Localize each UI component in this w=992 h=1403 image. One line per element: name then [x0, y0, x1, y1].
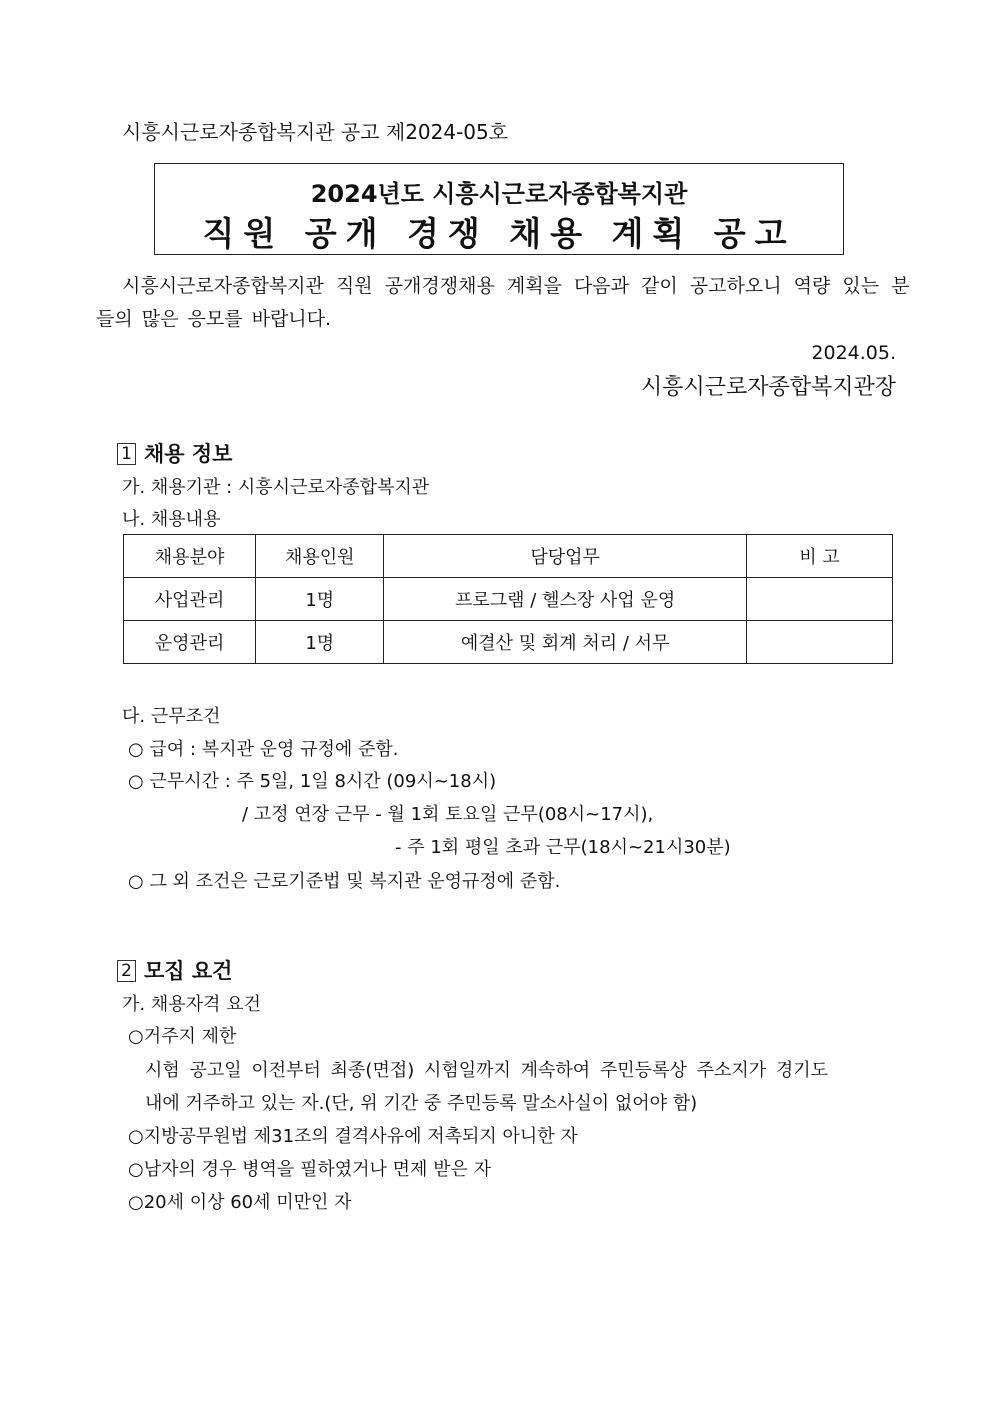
table-row: [124, 578, 893, 621]
table-cell: 1명: [256, 621, 384, 664]
notice-date: 2024.05.: [811, 342, 896, 364]
table-cell: 1명: [256, 578, 384, 621]
residence-line-1: 시험 공고일 이전부터 최종(면접) 시험일까지 계속하여 주민등록상 주소지가 경기도: [145, 1060, 829, 1081]
section-1-title: 채용 정보: [144, 442, 233, 466]
org-line: 가. 채용기관 : 시흥시근로자종합복지관: [122, 477, 430, 498]
table-cell: 사업관리: [124, 578, 256, 621]
table-header-cell: 비 고: [746, 535, 892, 578]
table-row: [124, 621, 893, 664]
intro-line-2: 들의 많은 응모를 바랍니다.: [96, 308, 332, 330]
table-header-cell: 채용인원: [256, 535, 384, 578]
requirement-age: ○20세 이상 60세 미만인 자: [128, 1192, 352, 1213]
requirement-military: ○남자의 경우 병역을 필하였거나 면제 받은 자: [128, 1159, 492, 1180]
section-1-number-box: 1: [117, 443, 136, 465]
table-cell: 프로그램 / 헬스장 사업 운영: [384, 578, 747, 621]
title-line-1: 2024년도 시흥시근로자종합복지관: [310, 180, 688, 208]
condition-hours-extra-2: - 주 1회 평일 초과 근무(18시~21시30분): [395, 837, 731, 858]
table-cell: 운영관리: [124, 621, 256, 664]
table-cell: [746, 578, 892, 621]
content-heading: 나. 채용내용: [122, 509, 221, 530]
table-header-row: [124, 535, 893, 578]
table-cell: 예결산 및 회계 처리 / 서무: [384, 621, 747, 664]
residence-line-2: 내에 거주하고 있는 자.(단, 위 기간 중 주민등록 말소사실이 없어야 함): [145, 1093, 698, 1114]
notice-number: 시흥시근로자종합복지관 공고 제2024-05호: [122, 120, 509, 144]
intro-line-1: 시흥시근로자종합복지관 직원 공개경쟁채용 계획을 다음과 같이 공고하오니 역량 있는 분: [122, 275, 910, 297]
condition-hours-extra-1: / 고정 연장 근무 - 월 1회 토요일 근무(08시~17시),: [242, 804, 654, 825]
title-box: [154, 163, 844, 255]
condition-salary: ○ 급여 : 복지관 운영 규정에 준함.: [128, 739, 399, 760]
job-table: [123, 534, 893, 664]
conditions-heading: 다. 근무조건: [122, 706, 221, 727]
table-header-cell: 채용분야: [124, 535, 256, 578]
issuer: 시흥시근로자종합복지관장: [640, 375, 896, 400]
table-header-cell: 담당업무: [384, 535, 747, 578]
title-line-2: 직원 공개 경쟁 채용 계획 공고: [202, 214, 796, 253]
section-2-title: 모집 요건: [144, 959, 233, 983]
condition-hours: ○ 근무시간 : 주 5일, 1일 8시간 (09시~18시): [128, 771, 497, 792]
requirement-law: ○지방공무원법 제31조의 결격사유에 저촉되지 아니한 자: [128, 1126, 578, 1147]
residence-heading: ○거주지 제한: [128, 1026, 237, 1047]
section-1-heading: [117, 438, 232, 468]
section-2-heading: [117, 955, 232, 985]
qualification-heading: 가. 채용자격 요건: [122, 994, 261, 1015]
section-2-number-box: 2: [117, 960, 136, 982]
table-cell: [746, 621, 892, 664]
condition-other: ○ 그 외 조건은 근로기준법 및 복지관 운영규정에 준함.: [128, 871, 561, 892]
